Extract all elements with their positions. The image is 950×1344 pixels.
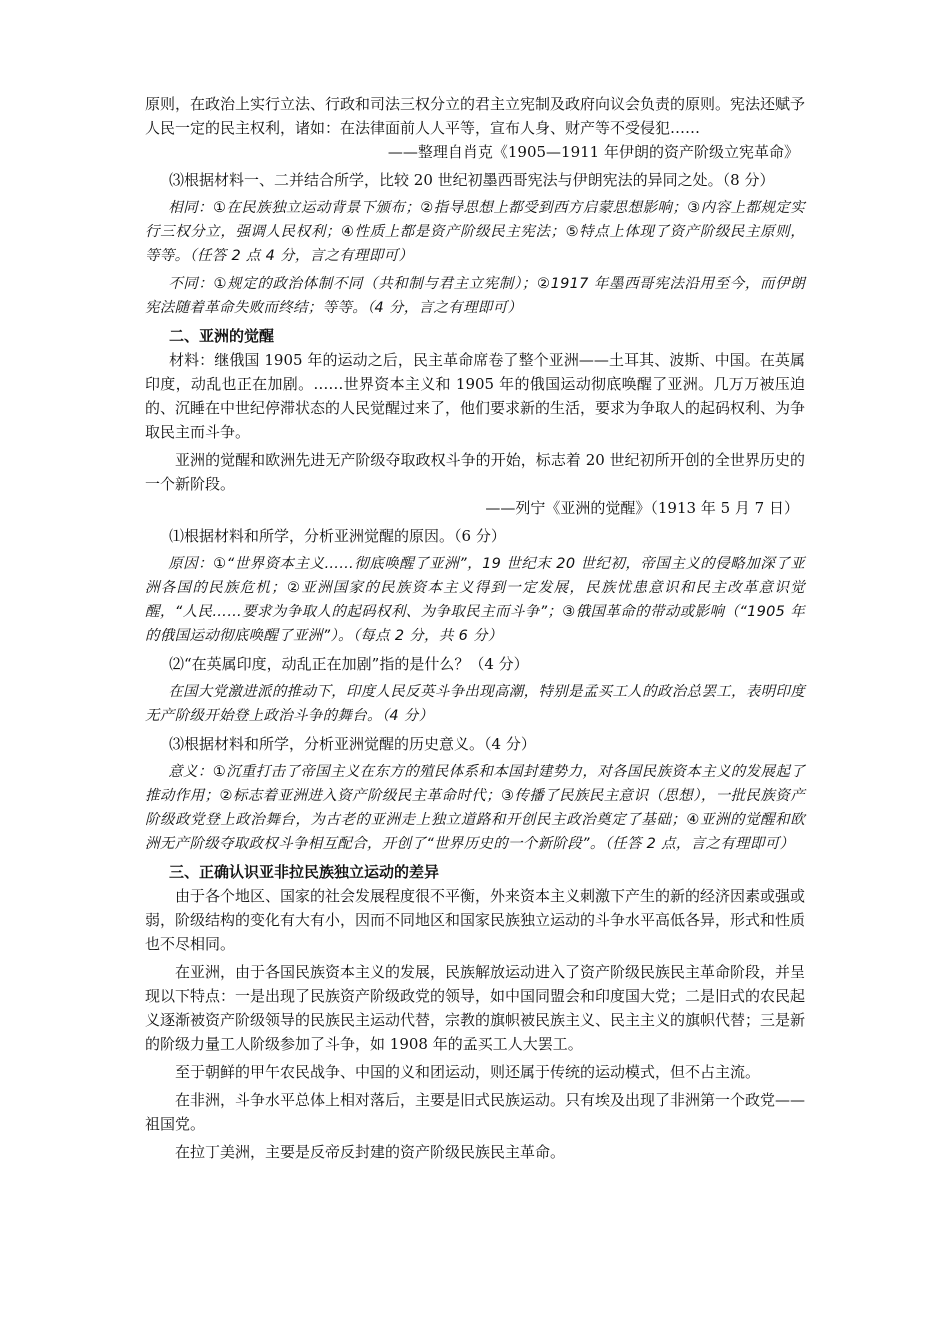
material-source: ——列宁《亚洲的觉醒》（1913 年 5 月 7 日） [485,499,799,517]
answer-2: 在国大党激进派的推动下，印度人民反英斗争出现高潮，特别是孟买工人的政治总罢工，表明印度无产阶级开始登上政治斗争的舞台。（4 分） [145,684,805,724]
answer-1: 原因：①“世界资本主义……彻底唤醒了亚洲”，19 世纪末 20 世纪初，帝国主义的侵略加深了亚洲各国的民族危机；②亚洲国家的民族资本主义得到一定发展，民族忧患意识和民主改革意识觉醒，“人民……要求为争取人的起码权利、为争取民主而斗争”；③俄国革命的带动或影响（“1905 年的俄国运动彻底唤醒了亚洲”）。（每点 2 分，共 6 分） [145,556,805,644]
material-source: ——整理自肖克《1905—1911 年伊朗的资产阶级立宪革命》 [387,143,799,161]
question-3: ⑶根据材料和所学，分析亚洲觉醒的历史意义。（4 分） [169,735,536,753]
answer-3: 意义：①沉重打击了帝国主义在东方的殖民体系和本国封建势力，对各国民族资本主义的发展起了推动作用；②标志着亚洲进入资产阶级民主革命时代；③传播了民族民主意识（思想），一批民族资产阶级政党登上政治舞台，为古老的亚洲走上独立道路和开创民主政治奠定了基础；④亚洲的觉醒和欧洲无产阶级夺取政权斗争相互配合，开创了“世界历史的一个新阶段”。（任答 2 点，言之有理即可） [145,764,805,852]
body-paragraph: 在非洲，斗争水平总体上相对落后，主要是旧式民族运动。只有埃及出现了非洲第一个政党——祖国党。 [145,1091,806,1133]
material-continuation: 原则，在政治上实行立法、行政和司法三权分立的君主立宪制及政府向议会负责的原则。宪法还赋予人民一定的民主权利，诸如：在法律面前人人平等，宣布人身、财产等不受侵犯…… [145,95,806,137]
answer-3-diff: 不同：①规定的政治体制不同（共和制与君主立宪制）；②1917 年墨西哥宪法沿用至今，而伊朗宪法随着革命失败而终结；等等。（4 分，言之有理即可） [145,276,805,316]
question-1: ⑴根据材料和所学，分析亚洲觉醒的原因。（6 分） [169,527,506,545]
question-3: ⑶根据材料一、二并结合所学，比较 20 世纪初墨西哥宪法与伊朗宪法的异同之处。（8 分） [169,171,775,189]
body-paragraph: 在亚洲，由于各国民族资本主义的发展，民族解放运动进入了资产阶级民族民主革命阶段，并呈现以下特点：一是出现了民族资产阶级政党的领导，如中国同盟会和印度国大党；二是旧式的农民起义逐渐被资产阶级领导的民族民主运动代替，宗教的旗帜被民族主义、民主主义的旗帜代替；三是新的阶级力量工人阶级参加了斗争，如 1908 年的孟买工人大罢工。 [145,963,806,1053]
section-heading-asia-awakening: 二、亚洲的觉醒 [169,327,275,345]
answer-3-same: 相同：①在民族独立运动背景下颁布；②指导思想上都受到西方启蒙思想影响；③内容上都规定实行三权分立，强调人民权利；④性质上都是资产阶级民主宪法；⑤特点上体现了资产阶级民主原则，等等。（任答 2 点 4 分，言之有理即可） [145,200,805,264]
document-page [145,92,805,1164]
material-paragraph: 材料：继俄国 1905 年的运动之后，民主革命席卷了整个亚洲——土耳其、波斯、中国。在英属印度，动乱也正在加剧。……世界资本主义和 1905 年的俄国运动彻底唤醒了亚洲。几万万被压迫的、沉睡在中世纪停滞状态的人民觉醒过来了，他们要求新的生活，要求为争取人的起码权利、为争取民主而斗争。 [145,351,806,441]
section-heading-independence-differences: 三、正确认识亚非拉民族独立运动的差异 [169,863,440,881]
material-paragraph: 亚洲的觉醒和欧洲先进无产阶级夺取政权斗争的开始，标志着 20 世纪初所开创的全世界历史的一个新阶段。 [145,451,805,493]
question-2: ⑵“在英属印度，动乱正在加剧”指的是什么？（4 分） [169,655,529,673]
body-paragraph: 在拉丁美洲，主要是反帝反封建的资产阶级民族民主革命。 [175,1143,566,1161]
body-paragraph: 由于各个地区、国家的社会发展程度很不平衡，外来资本主义刺激下产生的新的经济因素或强或弱，阶级结构的变化有大有小，因而不同地区和国家民族独立运动的斗争水平高低各异，形式和性质也不尽相同。 [145,887,806,953]
body-paragraph: 至于朝鲜的甲午农民战争、中国的义和团运动，则还属于传统的运动模式，但不占主流。 [175,1063,761,1081]
